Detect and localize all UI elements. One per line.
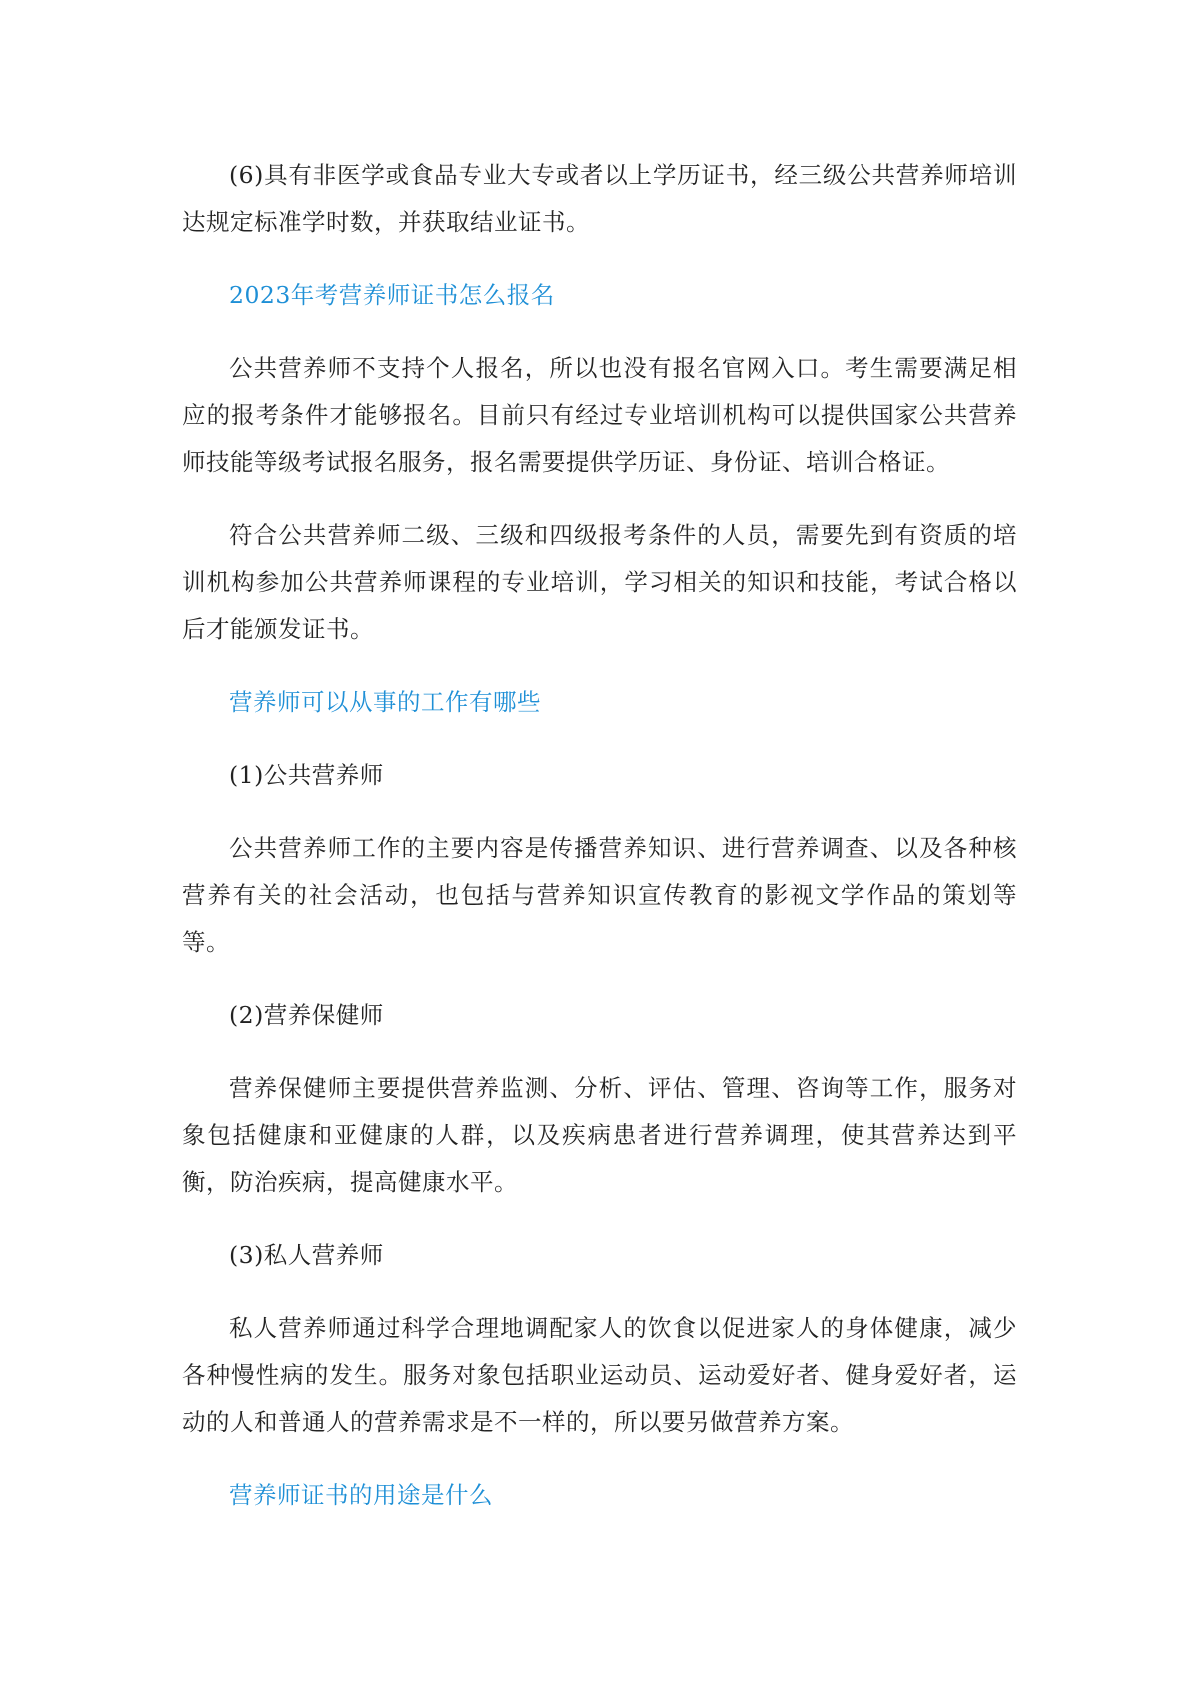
paragraph-private-nutritionist: 私人营养师通过科学合理地调配家人的饮食以促进家人的身体健康，减少各种慢性病的发生。服务对象包括职业运动员、运动爱好者、健身爱好者，运动的人和普通人的营养需求是不一样的，所以要另做营养方案。 [182,1314,1017,1436]
spacer [182,319,1017,345]
spacer [182,653,1017,679]
paragraph-health-nutritionist: 营养保健师主要提供营养监测、分析、评估、管理、咨询等工作，服务对象包括健康和亚健康的人群，以及疾病患者进行营养调理，使其营养达到平衡，防治疾病，提高健康水平。 [182,1074,1017,1196]
spacer [182,726,1017,752]
spacer [182,799,1017,825]
heading-job-types: 营养师可以从事的工作有哪些 [229,688,541,716]
document-page [182,152,1017,1519]
spacer [182,966,1017,992]
paragraph-registration-info: 公共营养师不支持个人报名，所以也没有报名官网入口。考生需要满足相应的报考条件才能够报名。目前只有经过专业培训机构可以提供国家公共营养师技能等级考试报名服务，报名需要提供学历证、身份证、培训合格证。 [182,354,1017,476]
subheading-private-nutritionist: (3)私人营养师 [229,1241,384,1269]
spacer [182,246,1017,272]
subheading-health-nutritionist: (2)营养保健师 [229,1001,384,1029]
spacer [182,486,1017,512]
spacer [182,1206,1017,1232]
subheading-public-nutritionist: (1)公共营养师 [229,761,384,789]
paragraph-requirement-6: (6)具有非医学或食品专业大专或者以上学历证书，经三级公共营养师培训达规定标准学时数，并获取结业证书。 [182,161,1017,236]
heading-certificate-usage: 营养师证书的用途是什么 [229,1481,493,1509]
paragraph-public-nutritionist: 公共营养师工作的主要内容是传播营养知识、进行营养调查、以及各种核营养有关的社会活动，也包括与营养知识宣传教育的影视文学作品的策划等等。 [182,834,1017,956]
heading-how-to-register: 2023年考营养师证书怎么报名 [229,281,555,309]
spacer [182,1279,1017,1305]
paragraph-training-requirement: 符合公共营养师二级、三级和四级报考条件的人员，需要先到有资质的培训机构参加公共营养师课程的专业培训，学习相关的知识和技能，考试合格以后才能颁发证书。 [182,521,1017,643]
spacer [182,1446,1017,1472]
spacer [182,1039,1017,1065]
